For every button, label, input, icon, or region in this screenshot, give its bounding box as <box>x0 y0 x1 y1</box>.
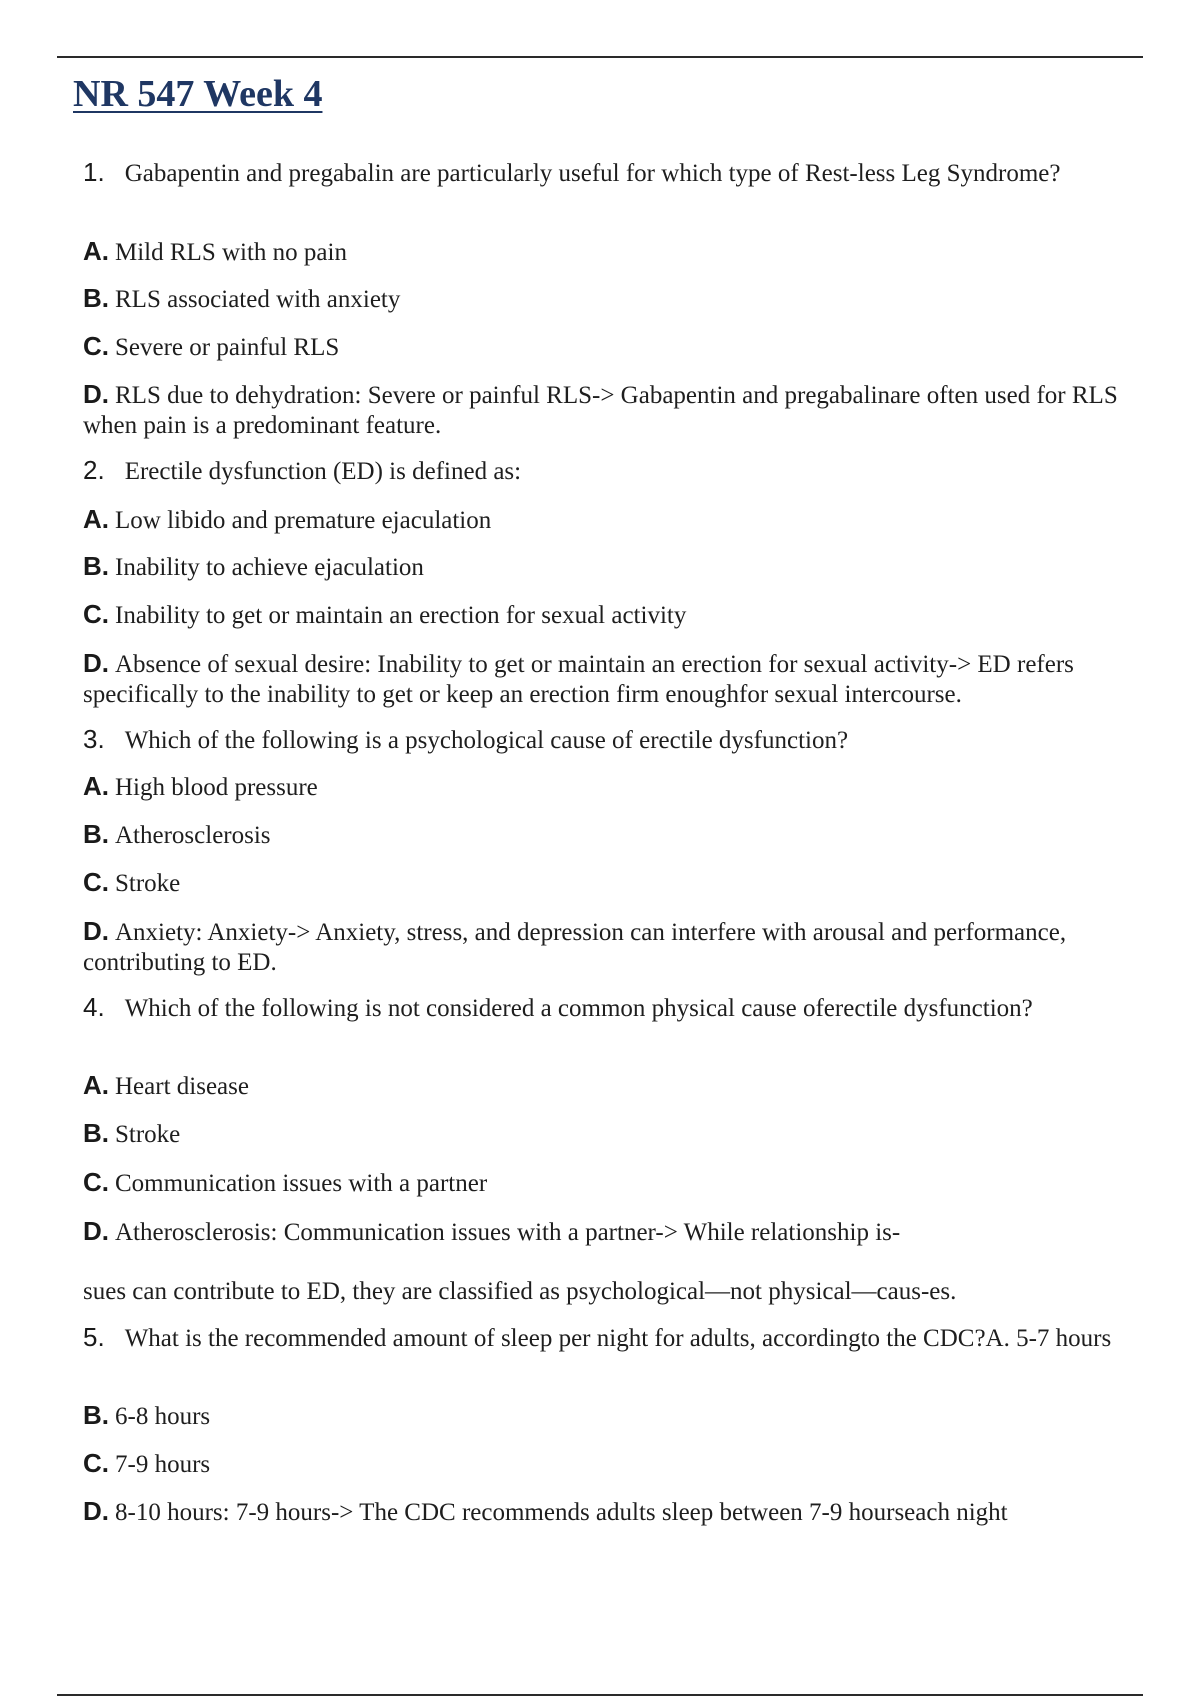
option-letter: D. <box>83 648 109 678</box>
option-text: Inability to get or maintain an erection for sexual activity <box>115 602 687 629</box>
question-1-option-d <box>83 379 1158 441</box>
question-4-option-c <box>83 1167 1158 1199</box>
option-letter: A. <box>83 504 109 534</box>
question-number: 2. <box>83 455 105 485</box>
option-text: Low libido and premature ejaculation <box>115 507 492 534</box>
question-text: Which of the following is not considered a common physical cause oferectile dysfunction? <box>124 995 1033 1022</box>
question-number: 4. <box>83 992 105 1022</box>
question-5-option-b <box>83 1400 1158 1432</box>
option-letter: D. <box>83 1216 109 1246</box>
option-text: RLS due to dehydration: Severe or painful RLS-> Gabapentin and pregabalinare often used for RLS when pain is a predominant feature. <box>83 382 1118 439</box>
option-letter: D. <box>83 916 109 946</box>
question-4-option-b <box>83 1118 1158 1150</box>
bottom-rule <box>57 1694 1143 1696</box>
question-number: 3. <box>83 724 105 754</box>
question-3-option-c <box>83 867 1158 899</box>
option-letter: C. <box>83 331 109 361</box>
option-letter: C. <box>83 1167 109 1197</box>
question-4-option-d-continuation <box>83 1277 1158 1307</box>
option-letter: B. <box>83 551 109 581</box>
option-text: Inability to achieve ejaculation <box>115 554 424 581</box>
question-5-option-c <box>83 1448 1158 1480</box>
question-1-option-b <box>83 283 1158 315</box>
document-title: NR 547 Week 4 <box>73 73 323 115</box>
option-text-continuation: sues can contribute to ED, they are classified as psychological—not physical—caus-es. <box>83 1278 957 1305</box>
question-3-option-a <box>83 771 1158 803</box>
option-text: RLS associated with anxiety <box>115 286 401 313</box>
question-text: Gabapentin and pregabalin are particularly useful for which type of Rest-less Leg Syndrome? <box>124 160 1061 187</box>
question-text: Which of the following is a psychological cause of erectile dysfunction? <box>124 727 849 754</box>
option-text: Atherosclerosis: Communication issues with a partner-> While relationship is- <box>115 1219 901 1246</box>
question-4-option-d <box>83 1216 1158 1248</box>
option-letter: B. <box>83 283 109 313</box>
question-4 <box>83 992 1158 1024</box>
question-1 <box>83 157 1158 189</box>
option-letter: A. <box>83 236 109 266</box>
option-letter: B. <box>83 819 109 849</box>
question-5 <box>83 1322 1158 1354</box>
option-text: Severe or painful RLS <box>115 334 340 361</box>
option-text: Stroke <box>115 870 181 897</box>
question-text: Erectile dysfunction (ED) is defined as: <box>124 458 522 485</box>
top-rule <box>57 56 1143 58</box>
question-2-option-c <box>83 599 1158 631</box>
question-3-option-d <box>83 916 1158 978</box>
option-letter: A. <box>83 771 109 801</box>
question-3 <box>83 724 1158 756</box>
option-text: Communication issues with a partner <box>115 1170 488 1197</box>
option-text: 8-10 hours: 7-9 hours-> The CDC recommends adults sleep between 7-9 hourseach night <box>115 1499 1008 1526</box>
option-letter: D. <box>83 379 109 409</box>
question-2-option-d <box>83 648 1158 710</box>
option-text: Absence of sexual desire: Inability to get or maintain an erection for sexual activity-> ED refers specifically to the inability to get or keep an erection firm enoughfor sexual intercourse. <box>83 651 1074 708</box>
option-text: Mild RLS with no pain <box>115 239 347 266</box>
question-1-option-c <box>83 331 1158 363</box>
option-letter: C. <box>83 599 109 629</box>
option-text: High blood pressure <box>115 774 318 801</box>
option-letter: B. <box>83 1400 109 1430</box>
option-text: Heart disease <box>115 1073 249 1100</box>
question-number: 5. <box>83 1322 105 1352</box>
option-text: Anxiety: Anxiety-> Anxiety, stress, and depression can interfere with arousal and performance, contributing to ED. <box>83 919 1067 976</box>
question-2-option-b <box>83 551 1158 583</box>
option-letter: A. <box>83 1070 109 1100</box>
question-4-option-a <box>83 1070 1158 1102</box>
option-text: 7-9 hours <box>115 1451 211 1478</box>
question-5-option-d <box>83 1496 1158 1528</box>
option-letter: D. <box>83 1496 109 1526</box>
question-1-option-a <box>83 236 1158 268</box>
option-letter: C. <box>83 867 109 897</box>
option-letter: C. <box>83 1448 109 1478</box>
question-number: 1. <box>83 157 105 187</box>
question-2-option-a <box>83 504 1158 536</box>
option-letter: B. <box>83 1118 109 1148</box>
question-text: What is the recommended amount of sleep per night for adults, accordingto the CDC?A. 5-7 hours <box>124 1325 1112 1352</box>
option-text: Stroke <box>115 1121 181 1148</box>
question-2 <box>83 455 1158 487</box>
option-text: 6-8 hours <box>115 1403 211 1430</box>
option-text: Atherosclerosis <box>115 822 271 849</box>
question-3-option-b <box>83 819 1158 851</box>
